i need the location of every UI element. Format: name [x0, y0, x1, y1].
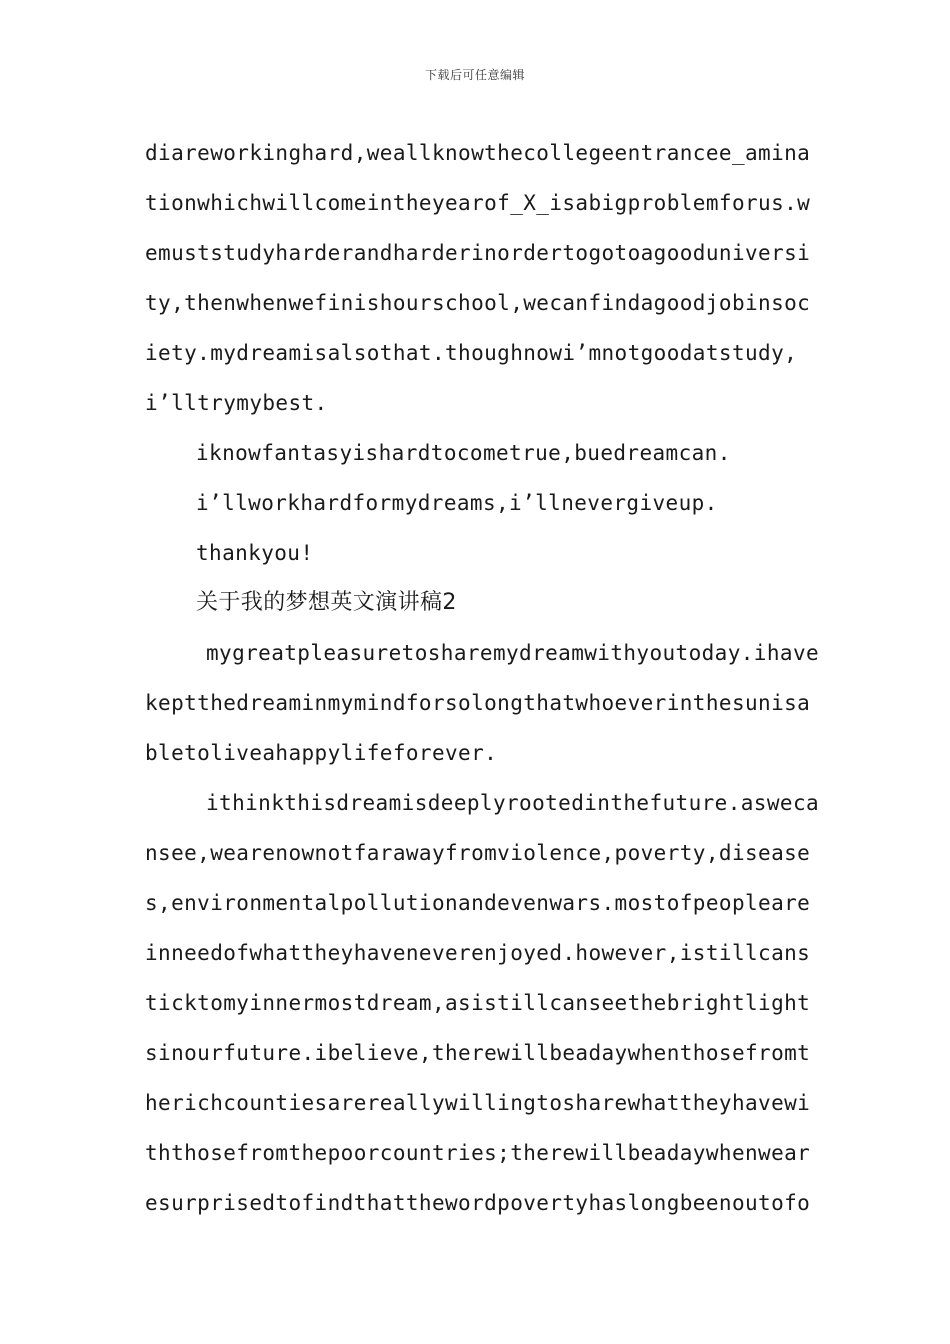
section-heading: 关于我的梦想英文演讲稿2 — [196, 590, 457, 615]
text-line: nsee,wearenownotfarawayfromviolence,poverty,disease — [145, 841, 811, 865]
text-line: sinourfuture.ibelieve,therewillbeadaywhenthosefromt — [145, 1041, 811, 1065]
text-line: ty,thenwhenwefinishourschool,wecanfindagoodjobinsoc — [145, 291, 811, 315]
text-line: i’lltrymybest. — [145, 391, 328, 415]
text-line: iety.mydreamisalsothat.thoughnowi’mnotgoodatstudy, — [145, 341, 798, 365]
text-line: keptthedreaminmymindforsolongthatwhoeverinthesunisa — [145, 691, 811, 715]
text-line: inneedofwhattheyhaveneverenjoyed.however,istillcans — [145, 941, 811, 965]
text-line: iknowfantasyishardtocometrue,buedreamcan. — [196, 441, 731, 465]
text-line: diareworkinghard,weallknowthecollegeentrancee_amina — [145, 141, 811, 165]
text-line: tionwhichwillcomeintheyearof_X_isabigproblemforus.w — [145, 191, 811, 215]
document-body — [145, 128, 825, 1228]
text-line: s,environmentalpollutionandevenwars.mostofpeopleare — [145, 891, 811, 915]
text-line: mygreatpleasuretosharemydreamwithyoutoday.ihave — [206, 641, 820, 665]
text-line: ithinkthisdreamisdeeplyrootedinthefuture.asweca — [206, 791, 820, 815]
text-line: ththosefromthepoorcountries;therewillbeadaywhenwear — [145, 1141, 811, 1165]
page-header: 下载后可任意编辑 — [424, 68, 525, 82]
text-line: herichcountiesarereallywillingtosharewhattheyhavewi — [145, 1091, 811, 1115]
text-line: thankyou! — [196, 541, 314, 565]
text-line: i’llworkhardformydreams,i’llnevergiveup. — [196, 491, 718, 515]
text-line: emuststudyharderandharderinordertogotoagooduniversi — [145, 241, 811, 265]
text-line: bletoliveahappylifeforever. — [145, 741, 498, 765]
text-line: ticktomyinnermostdream,asistillcanseethebrightlight — [145, 991, 811, 1015]
text-line: esurprisedtofindthatthewordpovertyhaslongbeenoutofo — [145, 1191, 811, 1215]
